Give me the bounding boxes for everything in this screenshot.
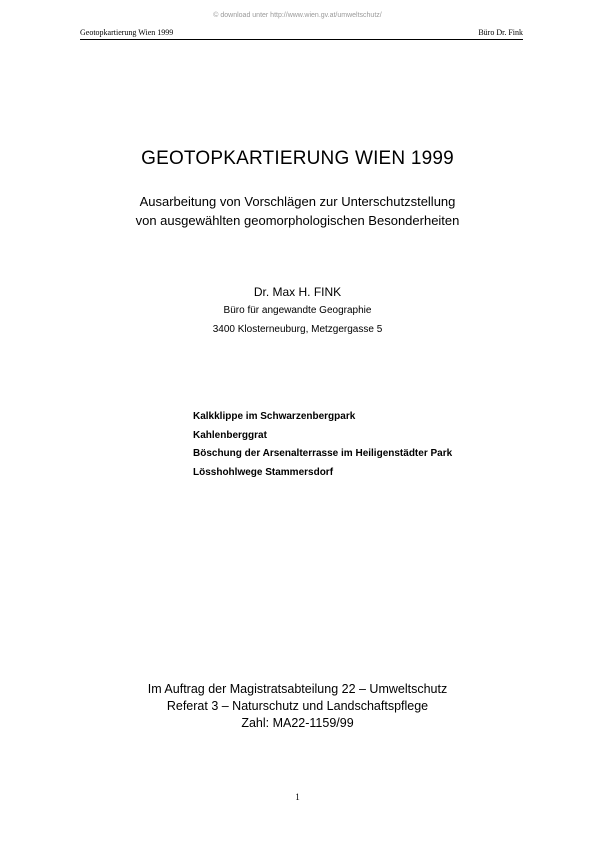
site-item: Kahlenberggrat: [193, 429, 267, 441]
document-title: GEOTOPKARTIERUNG WIEN 1999: [141, 148, 454, 169]
running-header-title: Geotopkartierung Wien 1999: [80, 28, 174, 37]
download-watermark: © download unter http://www.wien.gv.at/umweltschutz/: [213, 12, 382, 19]
running-header: [80, 28, 523, 40]
site-item: Lösshohlwege Stammersdorf: [193, 466, 334, 478]
site-item: Böschung der Arsenalterrasse im Heiligenstädter Park: [193, 448, 453, 459]
commission-line-2: Referat 3 – Naturschutz und Landschaftspflege: [166, 699, 429, 713]
commission-block: [0, 681, 595, 732]
commission-line-3: Zahl: MA22-1159/99: [241, 716, 354, 730]
subtitle-line-2: von ausgewählten geomorphologischen Besonderheiten: [135, 213, 460, 228]
author-address: 3400 Klosterneuburg, Metzgergasse 5: [212, 324, 383, 335]
document-subtitle: [0, 192, 595, 230]
author-office: Büro für angewandte Geographie: [223, 305, 372, 316]
running-header-office: Büro Dr. Fink: [478, 28, 523, 37]
commission-line-1: Im Auftrag der Magistratsabteilung 22 – Umweltschutz: [147, 682, 448, 696]
site-list: [193, 408, 452, 482]
site-item: Kalkklippe im Schwarzenbergpark: [193, 411, 356, 422]
subtitle-line-1: Ausarbeitung von Vorschlägen zur Unterschutzstellung: [139, 194, 456, 209]
page-number: 1: [295, 792, 300, 802]
author-name: Dr. Max H. FINK: [253, 285, 342, 299]
